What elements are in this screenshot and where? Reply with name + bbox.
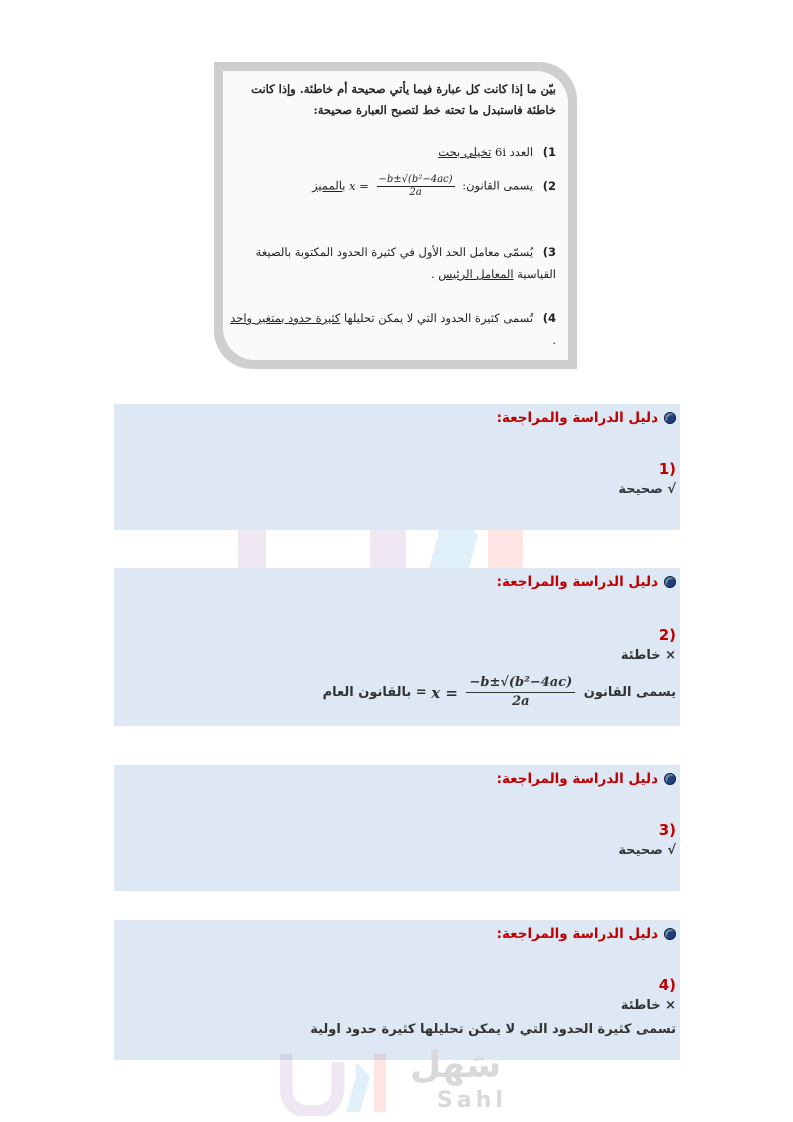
answer-heading-text: دليل الدراسة والمراجعة: [496, 771, 658, 787]
answer-verdict: × خاطئة [620, 648, 676, 663]
question-text: يسمى القانون: [462, 178, 534, 193]
answer-verdict: × خاطئة [620, 998, 676, 1013]
question-card-inner [223, 71, 568, 360]
bullet-icon [664, 576, 676, 588]
bullet-icon [664, 412, 676, 424]
question-text-end: . [430, 267, 435, 281]
answer-number: (3 [658, 821, 676, 839]
answer-explanation: تسمى كثيرة الحدود التي لا يمكن تحليلها كثيرة حدود اولية [310, 1022, 676, 1037]
answer-number: (4 [658, 976, 676, 994]
formula-numerator: −b±√(b²−4ac) [466, 674, 575, 693]
bullet-icon [664, 928, 676, 940]
answer-number: (2 [658, 626, 676, 644]
question-underlined: المعامل الرئيس [438, 267, 514, 281]
question-card [214, 62, 577, 369]
explanation-text: يسمى القانون [583, 685, 676, 700]
question-formula [377, 174, 455, 199]
formula-denominator: 2a [409, 187, 422, 198]
answer-box-1 [114, 404, 680, 530]
watermark-subtext: Sahl [437, 1088, 507, 1113]
question-number: 3) [542, 245, 556, 259]
answer-heading [497, 771, 676, 787]
answer-heading-text: دليل الدراسة والمراجعة: [496, 926, 658, 942]
answer-heading [497, 410, 676, 426]
answer-explanation [323, 674, 676, 711]
question-item-3 [226, 241, 556, 285]
answer-verdict: √ صحيحة [618, 482, 676, 497]
question-underlined: كثيرة حدود بمتغير واحد [230, 311, 341, 325]
question-item-2 [226, 174, 556, 199]
formula-lhs: x = [431, 683, 458, 702]
question-underlined: تخيلي بحت [438, 145, 492, 159]
answer-heading [497, 926, 676, 942]
watermark-text: سَهل [410, 1045, 502, 1086]
formula-numerator: −b±√(b²−4ac) [378, 174, 453, 185]
bullet-icon [664, 773, 676, 785]
answer-heading-text: دليل الدراسة والمراجعة: [496, 410, 658, 426]
question-underlined: بالمميز [312, 178, 346, 193]
answer-number: (1 [658, 460, 676, 478]
formula-denominator: 2a [512, 694, 530, 709]
question-text: يُسمّى معامل الحد الأول في كثيرة الحدود المكتوبة بالصيغة القياسية [255, 245, 556, 281]
question-number: 2) [542, 178, 556, 193]
question-number: 1) [542, 145, 556, 159]
question-text: تُسمى كثيرة الحدود التي لا يمكن تحليلها [340, 311, 534, 325]
answer-box-4 [114, 920, 680, 1060]
question-number: 4) [542, 311, 556, 325]
explanation-formula [466, 674, 575, 711]
question-item-1 [226, 141, 556, 163]
answer-box-3 [114, 765, 680, 891]
answer-box-2 [114, 568, 680, 726]
answer-heading [497, 574, 676, 590]
answer-heading-text: دليل الدراسة والمراجعة: [496, 574, 658, 590]
question-intro: بيّن ما إذا كانت كل عبارة فيما يأتي صحيحة أم خاطئة. وإذا كانت خاطئة فاستبدل ما تحته خط لتصبح العبارة صحيحة: [251, 82, 556, 117]
question-item-4 [226, 307, 556, 351]
formula-lhs: x = [349, 178, 369, 193]
explanation-text-end: = بالقانون العام [322, 685, 427, 700]
question-text: العدد 6i [491, 145, 534, 159]
question-text-end: . [552, 333, 556, 347]
answer-verdict: √ صحيحة [618, 843, 676, 858]
